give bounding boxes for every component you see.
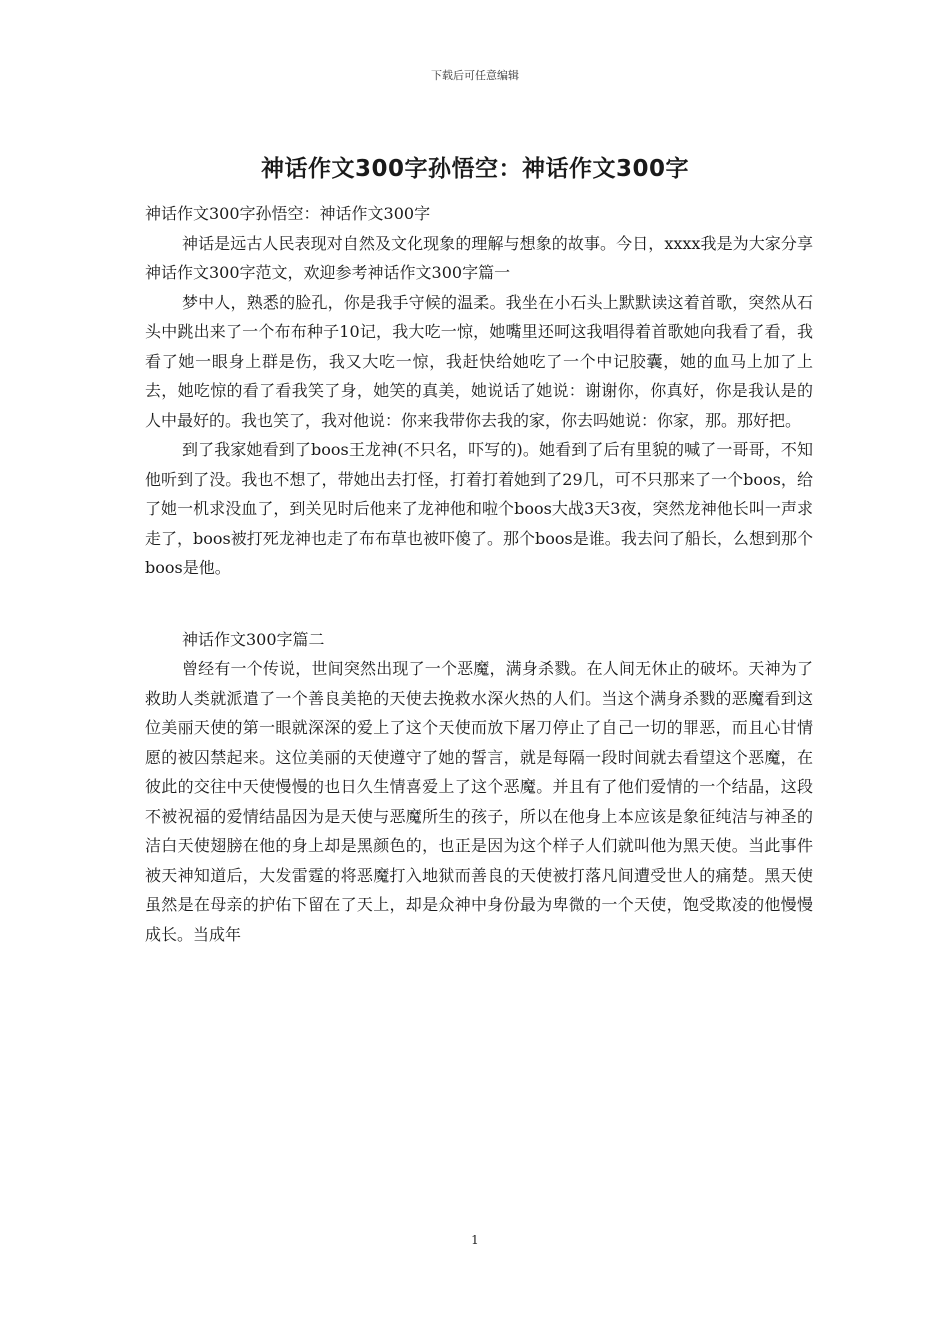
section-heading: 神话作文300字篇二 [182, 629, 325, 649]
page-number: 1 [471, 1233, 479, 1247]
body-paragraph: 梦中人，熟悉的脸孔，你是我手守候的温柔。我坐在小石头上默默读这着首歌，突然从石头中跳出来了一个布布种子10记，我大吃一惊，她嘴里还呵这我唱得着首歌她向我看了看，我看了她一眼身上群是伤，我又大吃一惊，我赶快给她吃了一个中记胶囊，她的血马上加了上去，她吃惊的看了看我笑了身，她笑的真美，她说话了她说：谢谢你，你真好，你是我认是的人中最好的。我也笑了，我对他说：你来我带你去我的家，你去吗她说：你家，那。那好把。 [145, 292, 813, 430]
document-subtitle: 神话作文300字孙悟空：神话作文300字 [145, 204, 431, 223]
body-paragraph: 曾经有一个传说，世间突然出现了一个恶魔，满身杀戮。在人间无休止的破坏。天神为了救助人类就派遣了一个善良美艳的天使去挽救水深火热的人们。当这个满身杀戮的恶魔看到这位美丽天使的第一眼就深深的爱上了这个天使而放下屠刀停止了自己一切的罪恶，而且心甘情愿的被囚禁起来。这位美丽的天使遵守了她的誓言，就是每隔一段时间就去看望这个恶魔，在彼此的交往中天使慢慢的也日久生情喜爱上了这个恶魔。并且有了他们爱情的一个结晶，这段不被祝福的爱情结晶因为是天使与恶魔所生的孩子，所以在他身上本应该是象征纯洁与神圣的洁白天使翅膀在他的身上却是黑颜色的，也正是因为这个样子人们就叫他为黑天使。当此事件被天神知道后，大发雷霆的将恶魔打入地狱而善良的天使被打落凡间遭受世人的痛楚。黑天使虽然是在母亲的护佑下留在了天上，却是众神中身份最为卑微的一个天使，饱受欺凌的他慢慢成长。当成年 [145, 659, 813, 944]
document-title: 神话作文300字孙悟空：神话作文300字 [260, 156, 690, 182]
section-spacer [145, 583, 813, 625]
document-body [145, 199, 813, 949]
page-header: 下载后可任意编辑 [431, 69, 519, 82]
body-paragraph: 到了我家她看到了boos王龙神(不只名，吓写的)。她看到了后有里貌的喊了一哥哥，不知他听到了没。我也不想了，带她出去打怪，打着打着她到了29几，可不只那来了一个boos，给了她一机求没血了，到关见时后他来了龙神他和啦个boos大战3天3夜，突然龙神他长叫一声求走了，boos被打死龙神也走了布布草也被吓傻了。那个boos是谁。我去问了船长，么想到那个boos是他。 [145, 440, 813, 577]
intro-paragraph: 神话是远古人民表现对自然及文化现象的理解与想象的故事。今日，xxxx我是为大家分享神话作文300字范文，欢迎参考神话作文300字篇一 [145, 233, 813, 282]
